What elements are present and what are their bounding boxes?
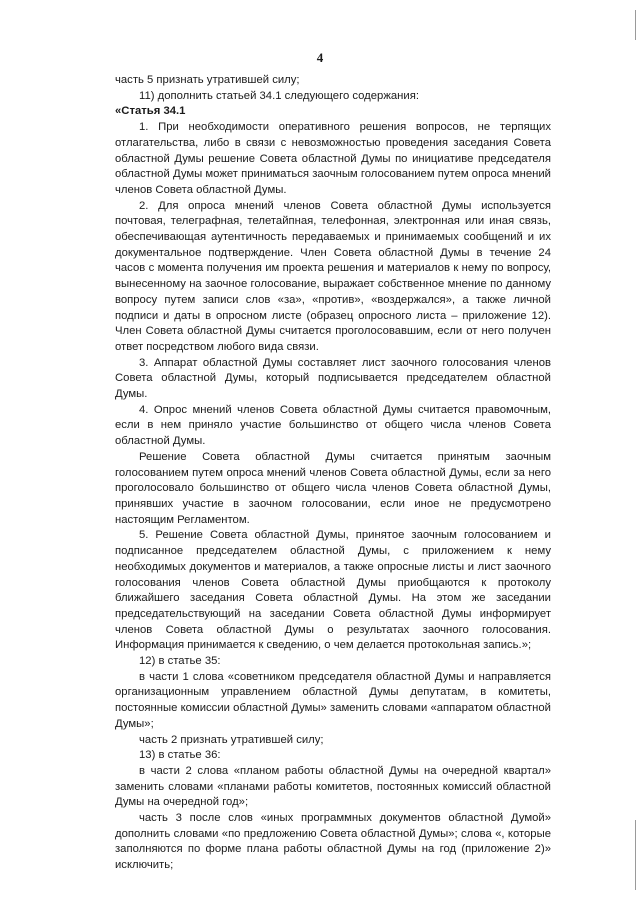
paragraph-article-part-2: 2. Для опроса мнений членов Совета областной Думы используется почтовая, телеграфная, телетайпная, телефонная, электронная или иная связь, обеспечивающая аутентичность передаваемых и принимаемых сообщений и их документальное подтверждение. Член Совета областной Думы в течение 24 часов с момента получения им проекта решения и материалов к нему по вопросу, вынесенному на заочное голосование, выражает собственное мнение по данному вопросу путем записи слов «за», «против», «воздержался», а также личной подписи и даты в опросном листе (образец опросного листа – приложение 12). Член Совета областной Думы считается проголосовавшим, если от него получен ответ посредством любого вида связи. <box>115 199 551 353</box>
paragraph-item-13: 13) в статье 36: <box>139 749 221 762</box>
scan-edge-mark <box>635 820 636 890</box>
paragraph-item-11: 11) дополнить статьей 34.1 следующего содержания: <box>139 89 419 102</box>
document-body <box>115 73 551 874</box>
paragraph-article-35-part-1: в части 1 слова «советником председателя областной Думы и направляется организационным управлением областной Думы депутатам, в комитеты, постоянные комиссии областной Думы» заменить словами «аппаратом областной Думы»; <box>115 670 551 730</box>
paragraph-article-35-part-2: часть 2 признать утратившей силу; <box>139 733 324 746</box>
paragraph-article-part-5: 5. Решение Совета областной Думы, принятое заочным голосованием и подписанное председателем областной Думы, с приложением к нему необходимых документов и материалов, а также опросные листы и лист заочного голосования членов Совета областной Думы приобщаются к протоколу ближайшего заседания Совета областной Думы. На этом же заседании председательствующий на заседании Совета областной Думы информирует членов Совета областной Думы о результатах заочного голосования. Информация принимается к сведению, о чем делается протокольная запись.»; <box>115 529 551 652</box>
paragraph-article-36-part-3: часть 3 после слов «иных программных документов областной Думой» дополнить словами «по предложению Совета областной Думы»; слова «, которые заполняются по форме плана работы областной Думы на год (приложение 2)» исключить; <box>115 812 551 872</box>
paragraph-decision: Решение Совета областной Думы считается принятым заочным голосованием путем опроса мнений членов Совета областной Думы, если за него проголосовало большинство от общего числа членов Совета областной Думы, принявших участие в заочном голосовании, если иное не предусмотрено настоящим Регламентом. <box>115 450 551 526</box>
paragraph-article-36-part-2: в части 2 слова «планом работы областной Думы на очередной квартал» заменить словами «планами работы комитетов, постоянных комиссий областной Думы на очередной год»; <box>115 764 551 809</box>
paragraph-article-part-1: 1. При необходимости оперативного решения вопросов, не терпящих отлагательства, либо в связи с невозможностью проведения заседания Совета областной Думы решение Совета областной Думы по инициативе председателя областной Думы может приниматься заочным голосованием путем опроса мнений членов Совета областной Думы. <box>115 121 551 196</box>
scan-edge-mark <box>635 10 636 40</box>
paragraph-item-12: 12) в статье 35: <box>139 655 221 668</box>
page-number: 4 <box>316 50 324 65</box>
article-title: «Статья 34.1 <box>115 105 186 118</box>
paragraph-article-part-4: 4. Опрос мнений членов Совета областной Думы считается правомочным, если в нем приняло участие большинство от общего числа членов Совета областной Думы. <box>115 403 551 448</box>
paragraph-article-part-3: 3. Аппарат областной Думы составляет лист заочного голосования членов Совета областной Думы, который подписывается председателем областной Думы. <box>115 356 551 401</box>
paragraph-part5-repeal: часть 5 признать утратившей силу; <box>115 74 300 86</box>
